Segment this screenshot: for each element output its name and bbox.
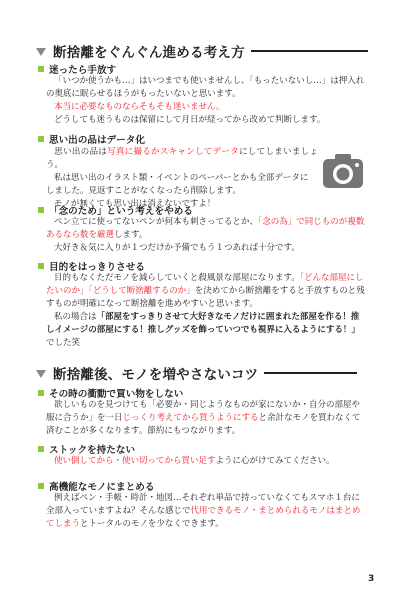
subheading-7: 高機能なモノにまとめる — [38, 479, 154, 493]
subheading-4: 目的をはっきりさせる — [38, 259, 145, 273]
section-title-1 — [36, 41, 368, 61]
camera-icon — [322, 153, 364, 189]
green-square-bullet-icon — [38, 446, 44, 452]
triangle-down-icon — [36, 48, 46, 56]
green-square-bullet-icon — [38, 66, 44, 72]
section-title-2 — [36, 363, 357, 383]
section-title-text: 断捨離後、モノを増やさないコツ — [53, 367, 259, 383]
paragraph-3: ペン立てに使ってないペンが何本も刺さってるとか、「念の為」で同じものが複数 あるなら数を厳選します。 大好き＆気に入りが１つだけか予備でもう１つあれば十分です。 — [46, 217, 365, 253]
green-square-bullet-icon — [38, 390, 44, 396]
triangle-down-icon — [36, 370, 46, 378]
green-square-bullet-icon — [38, 263, 44, 269]
green-square-bullet-icon — [38, 136, 44, 142]
paragraph-2: 思い出の品は写真に撮るかスキャンしてデータにしてしまいましょう。 私は思い出のイラスト類・イベントのペーパーとかも全部データに しました。見返すことがなくなったら削除します。 モノが無くても思い出は消えないですよ！ — [46, 147, 318, 209]
page-number: 3 — [368, 574, 375, 584]
subheading-6: ストックを持たない — [38, 442, 135, 456]
paragraph-7: 例えばペン・手帳・時計・地図…それぞれ単品で持っていなくてもスマホ１台に 全部入っていますよね？そんな感じで代用できるモノ・まとめられるモノはまとめ てしまうとトータルのモノを少なくできます。 — [46, 493, 361, 529]
section-title-rule — [251, 50, 368, 52]
subheading-2: 思い出の品はデータ化 — [38, 132, 145, 146]
paragraph-4: 目的もなくただモノを減らしていくと殺風景な部屋になります。「どんな部屋にし たいのか」「どうして断捨離するのか」を決めてから断捨離をすると手放すものと残 すものが明確になって断捨離を進めやすいと思います。 私の場合は「部屋をすっきりさせて大好きなモノだけに囲まれた部屋を作る！推 しイメージの部屋にする！推しグッズを飾っていつでも視界に入るようにする！」 でした笑 — [46, 273, 365, 348]
section-title-text: 断捨離をぐんぐん進める考え方 — [53, 45, 245, 61]
subheading-1: 迷ったら手放す — [38, 62, 116, 76]
paragraph-5: 欲しいものを見つけても「必要か・同じようなものが家にないか・自分の部屋や 服に合うか」を一日じっくり考えてから買うようにすると余計なモノを買わなくて 済むことが多くなります。節約にもつながります。 — [46, 400, 361, 436]
section-title-rule — [264, 372, 357, 374]
green-square-bullet-icon — [38, 207, 44, 213]
green-square-bullet-icon — [38, 483, 44, 489]
paragraph-6: 使い倒してから・使い切ってから買い足すように心がけてみてください。 — [54, 456, 335, 466]
subheading-3: 「念のため」という考えをやめる — [38, 203, 193, 217]
subheading-5: その時の衝動で買い物をしない — [38, 386, 183, 400]
paragraph-1: 「いつか使うかも…」はいつまでも使いませんし、「もったいないし…」は押入れ の奥底に眠らせるほうがもったいないと思います。 本当に必要なものならそもそも迷いません。 どうしても迷うものは保留にして月日が経ってから改めて判断します。 — [46, 76, 365, 125]
